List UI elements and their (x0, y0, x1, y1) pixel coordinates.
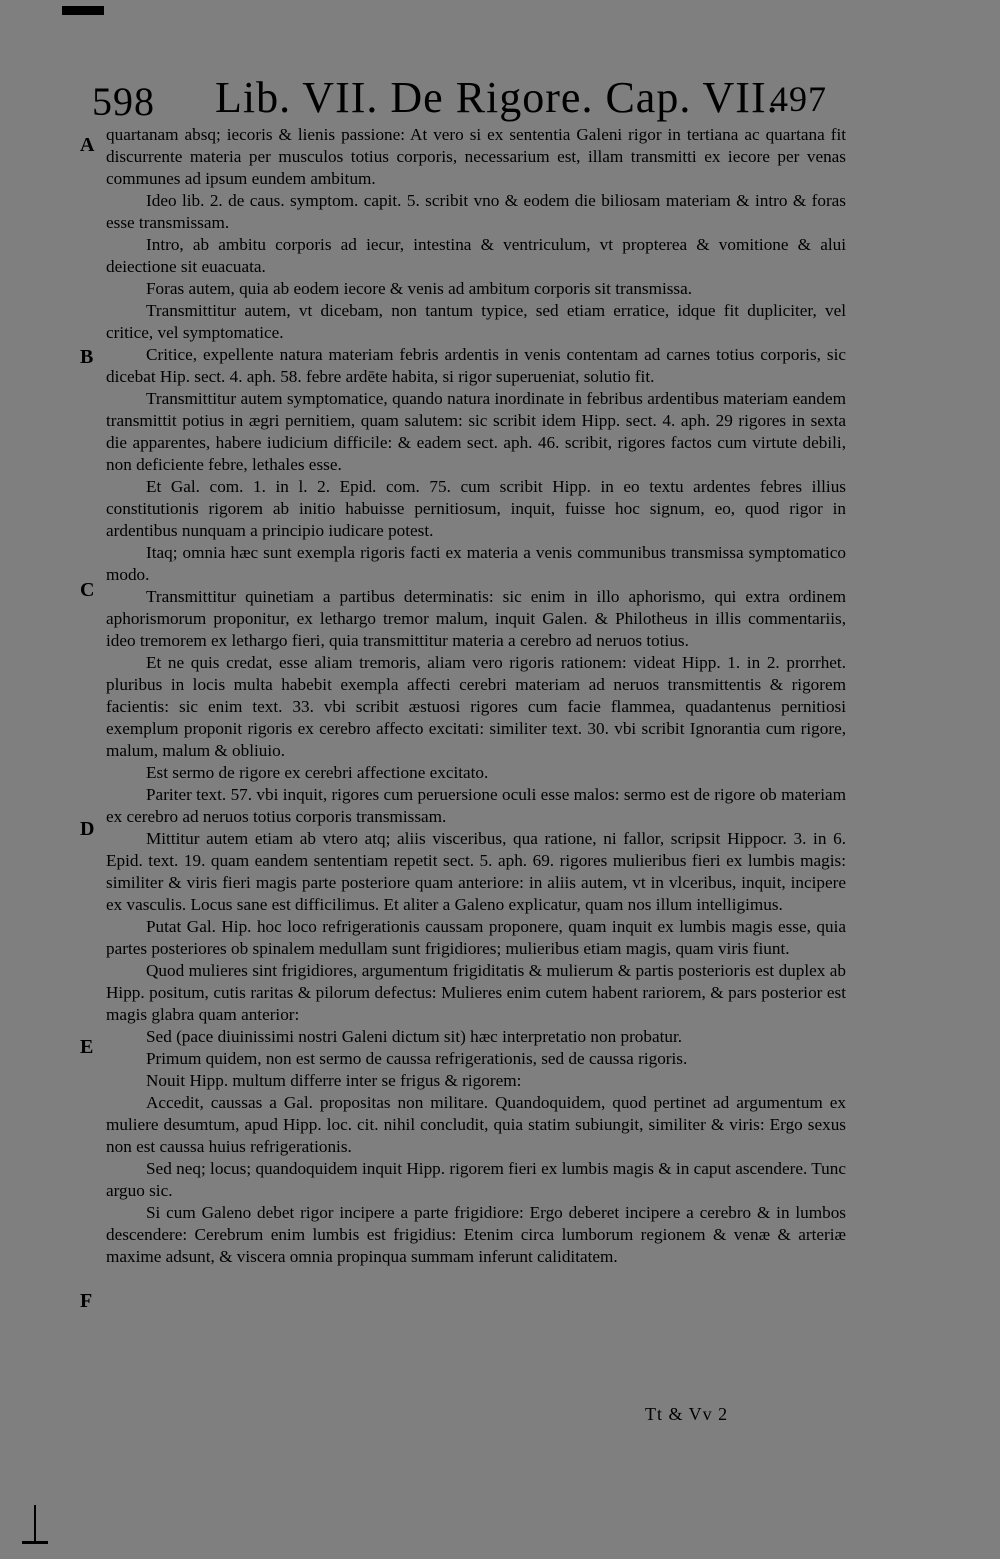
paragraph: Critice, expellente natura materiam febris ardentis in venis contentam ad carnes totius corporis, sic dicebat Hip. sect. 4. aph. 58. febre ardēte habita, si rigor superueniat, solutio fit. (106, 345, 846, 386)
margin-letter-b: B (80, 346, 94, 368)
paragraph: Primum quidem, non est sermo de caussa refrigerationis, sed de caussa rigoris. (146, 1049, 688, 1068)
page-number-right: 497 (770, 79, 827, 119)
binding-mark (20, 1505, 50, 1555)
paragraph: Nouit Hipp. multum differre inter se frigus & rigorem: (146, 1071, 522, 1090)
paragraph: Sed (pace diuinissimi nostri Galeni dictum sit) hæc interpretatio non probatur. (146, 1027, 683, 1046)
paragraph: Si cum Galeno debet rigor incipere a parte frigidiore: Ergo deberet incipere a cerebro & in lumbos descendere: Cerebrum enim lumbis est frigidius: Etenim circa lumborum regionem & venæ & arteriæ maxime adsunt, & viscera omnia propinqua summam inferunt caliditatem. (106, 1203, 846, 1266)
margin-letter-f: F (80, 1290, 93, 1312)
paragraph: Sed neq; locus; quandoquidem inquit Hipp. rigorem fieri ex lumbis magis & in caput ascendere. Tunc arguo sic. (106, 1159, 846, 1200)
body-text (106, 124, 846, 1268)
paragraph: Quod mulieres sint frigidiores, argumentum frigiditatis & mulierum & partis posterioris est duplex ab Hipp. positum, cutis raritas & pilorum defectus: Mulieres enim cutem habent rariorem, & pars posterior est magis glabra quam anterior: (106, 961, 846, 1024)
margin-letter-c: C (80, 579, 95, 601)
ink-corner-mark (62, 6, 104, 15)
paragraph: Foras autem, quia ab eodem iecore & venis ad ambitum corporis sit transmissa. (146, 279, 693, 298)
paragraph: Accedit, caussas a Gal. propositas non militare. Quandoquidem, quod pertinet ad argumentum ex muliere desumtum, apud Hipp. loc. cit. nihil concludit, quia statim subiungit, similiter & viris: Ergo sexus non est caussa huius refrigerationis. (106, 1093, 846, 1156)
paragraph: Transmittitur autem, vt dicebam, non tantum typice, sed etiam erratice, idque fit dupliciter, vel critice, vel symptomatice. (106, 301, 846, 342)
paragraph: Et Gal. com. 1. in l. 2. Epid. com. 75. cum scribit Hipp. in eo textu ardentes febres illius constitutionis rigorem ab initio habuisse pernitiosum, inquit, fuisse hoc signum, eo, quod rigor in ardentibus nunquam a principio iudicare potest. (106, 477, 846, 540)
paragraph: Putat Gal. Hip. hoc loco refrigerationis caussam proponere, quam inquit ex lumbis magis esse, quia partes posteriores ob spinalem medullam sunt frigidiores; mulieribus etiam magis, quam viris fiunt. (106, 917, 846, 958)
paragraph: Mittitur autem etiam ab vtero atq; aliis visceribus, qua ratione, ni fallor, scripsit Hippocr. 3. in 6. Epid. text. 19. quam eandem sententiam repetit sect. 5. aph. 69. rigores mulieribus fieri ex lumbis magis: similiter & viris fieri magis parte posteriore quam anteriore: in aliis autem, vt in vlceribus, inquit, incipere ex vasculis. Locus sane est difficilimus. Et aliter a Galeno explicatur, quam nos illum intelligimus. (106, 829, 846, 914)
paragraph: Itaq; omnia hæc sunt exempla rigoris facti ex materia a venis communibus transmissa symptomatico modo. (106, 543, 846, 584)
paragraph: quartanam absq; iecoris & lienis passione: At vero si ex sententia Galeni rigor in tertiana ac quartana fit discurrente materia per musculos totius corporis, necessarium est, illam transmitti ex iecore per venas communes ad ipsum eundem ambitum. (106, 125, 846, 188)
paragraph: Pariter text. 57. vbi inquit, rigores cum peruersione oculi esse malos: sermo est de rigore ob materiam ex cerebro ad neruos totius corporis transmissam. (106, 785, 846, 826)
page-number-left: 598 (92, 79, 155, 124)
paragraph: Ideo lib. 2. de caus. symptom. capit. 5. scribit vno & eodem die biliosam materiam & intro & foras esse transmissam. (106, 191, 846, 232)
paragraph: Intro, ab ambitu corporis ad iecur, intestina & ventriculum, vt propterea & vomitione & alui deiectione sit euacuata. (106, 235, 846, 276)
paragraph: Est sermo de rigore ex cerebri affectione excitato. (146, 763, 489, 782)
paragraph: Et ne quis credat, esse aliam tremoris, aliam vero rigoris rationem: videat Hipp. 1. in 2. prorrhet. pluribus in locis multa habebit exempla affecti cerebri materiam ad neruos transmittentis & rigorem facientis: sic enim text. 33. vbi scribit æstuosi rigores cum facie flammea, quadantenus pernitiosi exemplum proponit rigoris ex cerebro affecto excitati: similiter text. 30. vbi scribit Ignorantia cum rigore, malum, malum & obliuio. (106, 653, 846, 760)
signature-mark: Tt & Vv 2 (645, 1404, 729, 1424)
running-title: Lib. VII. De Rigore. Cap. VII. (215, 73, 779, 122)
margin-letter-d: D (80, 818, 95, 840)
paragraph: Transmittitur autem symptomatice, quando natura inordinate in febribus ardentibus materiam eandem transmittit potius in ægri pernitiem, quam salutem: sic scribit idem Hipp. sect. 4. aph. 29 rigores in sexta die apparentes, habere iudicium difficile: & eadem sect. aph. 46. scribit, rigores factos cum virtute debili, non deficiente febre, lethales esse. (106, 389, 846, 474)
margin-letter-a: A (80, 134, 95, 156)
margin-letter-e: E (80, 1036, 94, 1058)
running-header (0, 70, 1000, 130)
paragraph: Transmittitur quinetiam a partibus determinatis: sic enim in illo aphorismo, qui extra ordinem aphorismorum proponitur, ex lethargo tremor malum, inquit Galen. & Philotheus in illis commentariis, ideo tremorem ex lethargo fieri, quia transmittitur materia a cerebro ad neruos totius. (106, 587, 846, 650)
